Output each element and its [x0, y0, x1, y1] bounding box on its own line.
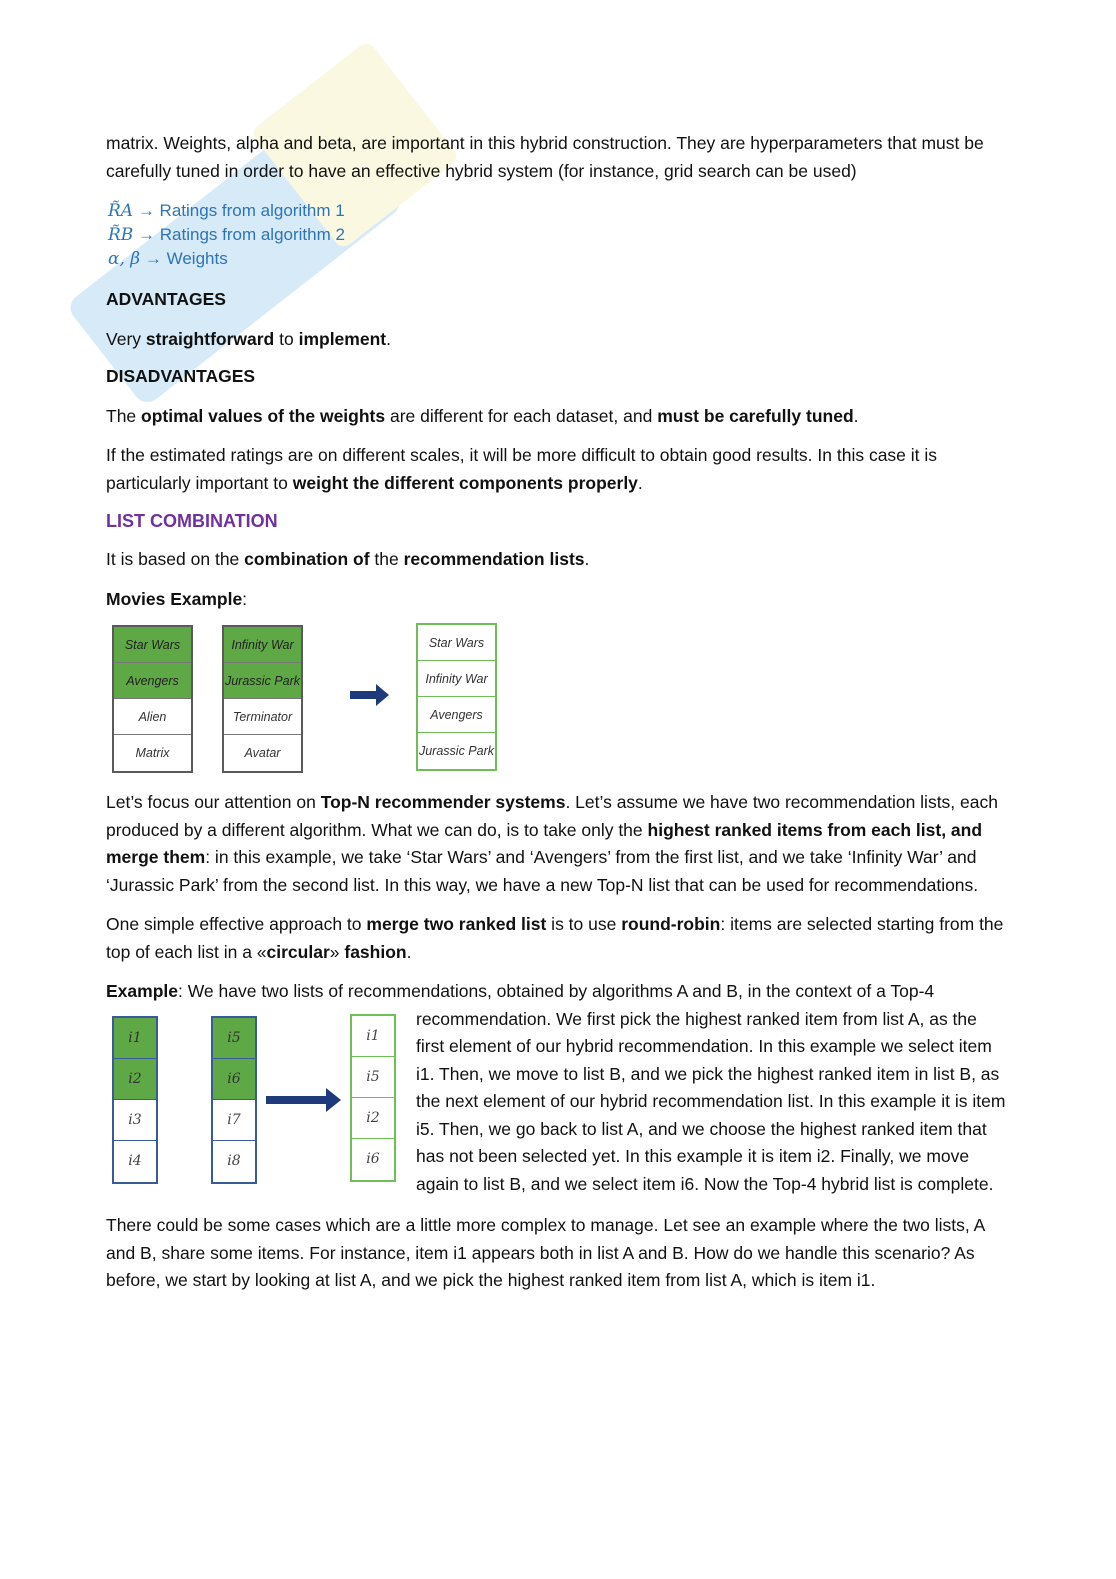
advantages-heading: ADVANTAGES [106, 289, 226, 309]
items-list-a [112, 1016, 158, 1184]
legend-symbol: R̃B [108, 225, 134, 245]
legend-symbol: α, β [108, 249, 141, 269]
list-item: i2 [352, 1098, 394, 1139]
list-item: i1 [352, 1016, 394, 1057]
list-item: Alien [114, 699, 191, 735]
list-item: Infinity War [418, 661, 495, 697]
list-item: i6 [213, 1059, 255, 1100]
list-item: i5 [352, 1057, 394, 1098]
example-intro: Example: We have two lists of recommendations, obtained by algorithms A and B, in the context of a Top-4 [106, 981, 935, 1001]
movies-list-b [222, 625, 303, 773]
legend-ra [108, 199, 1006, 223]
example-explanation: recommendation. We first pick the highest ranked item from list A, as the first element of our hybrid recommendation. In this example we select item i1. Then, we move to list B, and we pick the highest ranked item in list B, as the next element of our hybrid recommendation list. In this example it is item i5. Then, we go back to list A, and we choose the highest ranked item that has not been selected yet. In this example it is item i2. Finally, we move again to list B, and we select item i6. Now the Top-4 hybrid list is complete. [416, 1008, 1006, 1194]
list-item: i2 [114, 1059, 156, 1100]
legend-text: Ratings from algorithm 2 [159, 225, 345, 244]
list-item: i8 [227, 1153, 241, 1169]
formula-legend [108, 199, 1006, 271]
movies-diagram [106, 625, 1006, 775]
list-combination-text: It is based on the combination of the recommendation lists. [106, 549, 590, 569]
movies-list-a [112, 625, 193, 773]
legend-rb [108, 223, 1006, 247]
topn-paragraph: Let’s focus our attention on Top-N recommender systems. Let’s assume we have two recommendation lists, each produced by a different algorithm. What we can do, is to take only the highest ranked items from each list, and merge them: in this example, we take ‘Star Wars’ and ‘Avengers’ from the first list, and we take ‘Infinity War’ and ‘Jurassic Park’ from the second list. In this way, we have a new Top-N list that can be used for recommendations. [106, 792, 998, 895]
document-body [106, 130, 1006, 1307]
list-item: i1 [114, 1018, 156, 1059]
list-item: Terminator [224, 699, 301, 735]
list-item: Star Wars [418, 625, 495, 661]
disadvantages-text-2: If the estimated ratings are on different scales, it will be more difficult to obtain good results. In this case it is particularly important to weight the different components properly. [106, 445, 938, 493]
legend-weights [108, 247, 1006, 271]
list-item: Avatar [244, 746, 281, 760]
list-item: Star Wars [114, 627, 191, 663]
list-combination-heading: LIST COMBINATION [106, 511, 278, 531]
list-item: Avengers [114, 663, 191, 699]
list-item: Jurassic Park [224, 663, 301, 699]
list-item: i5 [213, 1018, 255, 1059]
arrow-right-icon: → [144, 249, 162, 268]
arrow-right-icon: → [137, 201, 155, 220]
list-item: Jurassic Park [418, 744, 495, 758]
movies-merged-list [416, 623, 497, 771]
list-item: i3 [114, 1100, 156, 1141]
disadvantages-text-1: The optimal values of the weights are different for each dataset, and must be carefully tuned. [106, 405, 859, 426]
list-item: Matrix [135, 746, 170, 760]
arrow-right-icon [266, 1087, 342, 1113]
legend-text: Weights [166, 249, 228, 268]
legend-text: Ratings from algorithm 1 [159, 201, 345, 220]
intro-paragraph: matrix. Weights, alpha and beta, are important in this hybrid construction. They are hyperparameters that must be carefully tuned in order to have an effective hybrid system (for instance, grid search can be used) [106, 133, 984, 181]
advantages-text: Very straightforward to implement. [106, 329, 391, 349]
round-robin-paragraph: One simple effective approach to merge two ranked list is to use round-robin: items are selected starting from the top of each list in a «circular» fashion. [106, 914, 1004, 962]
list-item: i6 [366, 1151, 380, 1167]
list-item: Infinity War [224, 627, 301, 663]
movies-example-label: Movies Example: [106, 588, 248, 609]
disadvantages-heading: DISADVANTAGES [106, 365, 256, 386]
legend-symbol: R̃A [108, 201, 134, 221]
list-item: i7 [213, 1100, 255, 1141]
arrow-right-icon: → [138, 225, 156, 244]
arrow-right-icon [350, 683, 390, 707]
items-merged-list [350, 1014, 396, 1182]
items-list-b [211, 1016, 257, 1184]
list-item: Avengers [418, 697, 495, 733]
round-robin-example [106, 1006, 1006, 1199]
list-item: i4 [128, 1153, 142, 1169]
complex-cases-paragraph: There could be some cases which are a little more complex to manage. Let see an example where the two lists, A and B, share some items. For instance, item i1 appears both in list A and B. How do we handle this scenario? As before, we start by looking at list A, and we pick the highest ranked item from list A, which is item i1. [106, 1215, 985, 1290]
